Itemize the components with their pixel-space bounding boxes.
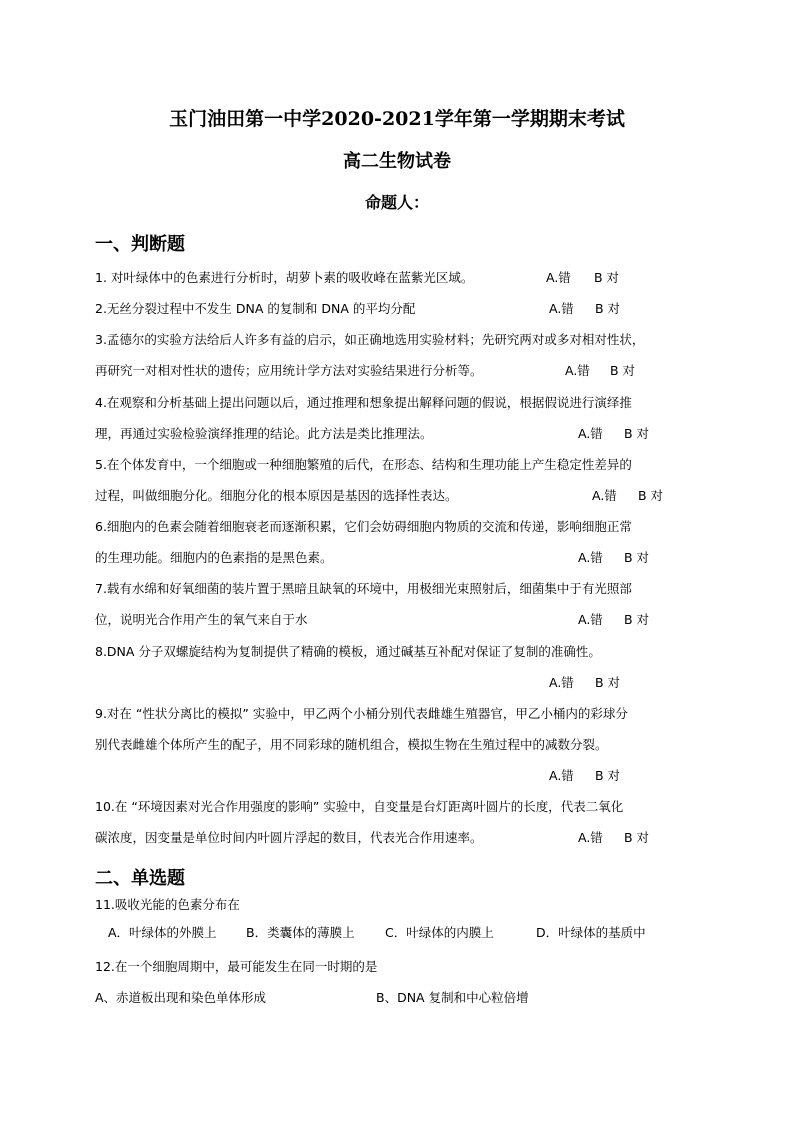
question-9-line-1: 9.对在 “性状分离比的模拟” 实验中，甲乙两个小桶分别代表雌雄生殖器官，甲乙小桶内的彩球分 [95,706,628,721]
answer-wrong: A.错 [578,550,603,565]
answer-right: B 对 [624,612,650,627]
answer-right: B 对 [595,675,621,690]
question-12-option-b: B、DNA 复制和中心粒倍增 [376,990,529,1005]
answer-right: B 对 [638,488,664,503]
question-8-answers [549,675,620,691]
question-6-line-1: 6.细胞内的色素会随着细胞衰老而逐渐积累，它们会妨碍细胞内物质的交流和传递，影响细胞正常 [95,519,632,534]
question-12-stem: 12.在一个细胞周期中，最可能发生在同一时期的是 [95,959,378,974]
question-2-line-1: 2.无丝分裂过程中不发生 DNA 的复制和 DNA 的平均分配 [95,301,416,316]
question-10-line-2: 碳浓度，因变量是单位时间内叶圆片浮起的数目，代表光合作用速率。 [95,830,483,845]
question-11-option-b: B．类囊体的薄膜上 [246,925,355,940]
answer-wrong: A.错 [578,830,603,845]
question-11-stem: 11.吸收光能的色素分布在 [95,897,240,912]
question-10-line-1: 10.在 “环境因素对光合作用强度的影响” 实验中，自变量是台灯距离叶圆片的长度，代表二氧化 [95,799,624,814]
answer-wrong: A.错 [592,488,617,503]
exam-subject: 高二生物试卷 [343,151,451,172]
question-10-answers [578,830,649,846]
question-5-answers [592,488,663,504]
answer-wrong: A.错 [578,612,603,627]
question-9-answers [549,768,620,784]
answer-wrong: A.错 [549,768,574,783]
section-title-single-choice: 二、单选题 [95,868,185,889]
question-7-answers [578,612,649,628]
question-3-line-2: 再研究一对相对性状的遗传；应用统计学方法对实验结果进行分析等。 [95,363,483,378]
exam-author: 命题人： [364,193,429,212]
answer-wrong: A.错 [578,426,603,441]
question-8-line-1: 8.DNA 分子双螺旋结构为复制提供了精确的模板，通过碱基互补配对保证了复制的准确性。 [95,644,601,659]
section-title-true-false: 一、判断题 [95,234,185,255]
question-11-option-a: A．叶绿体的外膜上 [108,925,217,940]
question-4-line-1: 4.在观察和分析基础上提出问题以后，通过推理和想象提出解释问题的假说，根据假说进行演绎推 [95,395,632,410]
question-1-line-1: 1. 对叶绿体中的色素进行分析时，胡萝卜素的吸收峰在蓝紫光区域。 [95,270,474,285]
question-9-line-2: 别代表雌雄个体所产生的配子，用不同彩球的随机组合，模拟生物在生殖过程中的减数分裂。 [95,737,608,752]
question-1-answers [546,270,619,286]
question-11-option-c: C．叶绿体的内膜上 [385,925,494,940]
answer-right: B 对 [610,363,636,378]
question-11-option-d: D．叶绿体的基质中 [536,925,646,940]
answer-right: B 对 [594,270,620,285]
question-4-line-2: 理，再通过实验检验演绎推理的结论。此方法是类比推理法。 [95,426,433,441]
exam-title: 玉门油田第一中学2020-2021学年第一学期期末考试 [169,108,625,130]
answer-right: B 对 [595,768,621,783]
question-2-answers [549,301,620,317]
question-7-line-2: 位，说明光合作用产生的氧气来自于水 [95,612,308,627]
question-4-answers [578,426,649,442]
answer-wrong: A.错 [549,675,574,690]
question-5-line-1: 5.在个体发育中，一个细胞或一种细胞繁殖的后代，在形态、结构和生理功能上产生稳定性差异的 [95,457,632,472]
question-12-option-a: A、赤道板出现和染色单体形成 [95,990,267,1005]
answer-right: B 对 [624,426,650,441]
question-7-line-1: 7.载有水绵和好氧细菌的装片置于黑暗且缺氧的环境中，用极细光束照射后，细菌集中于有光照部 [95,581,632,596]
question-3-line-1: 3.孟德尔的实验方法给后人许多有益的启示，如正确地选用实验材料；先研究两对或多对相对性状， [95,332,645,347]
answer-wrong: A.错 [546,270,571,285]
question-5-line-2: 过程，叫做细胞分化。细胞分化的根本原因是基因的选择性表达。 [95,488,458,503]
answer-wrong: A.错 [549,301,574,316]
answer-right: B 对 [624,550,650,565]
answer-right: B 对 [624,830,650,845]
question-3-answers [565,363,635,379]
answer-wrong: A.错 [565,363,590,378]
answer-right: B 对 [595,301,621,316]
question-6-line-2: 的生理功能。细胞内的色素指的是黑色素。 [95,550,333,565]
question-6-answers [578,550,649,566]
